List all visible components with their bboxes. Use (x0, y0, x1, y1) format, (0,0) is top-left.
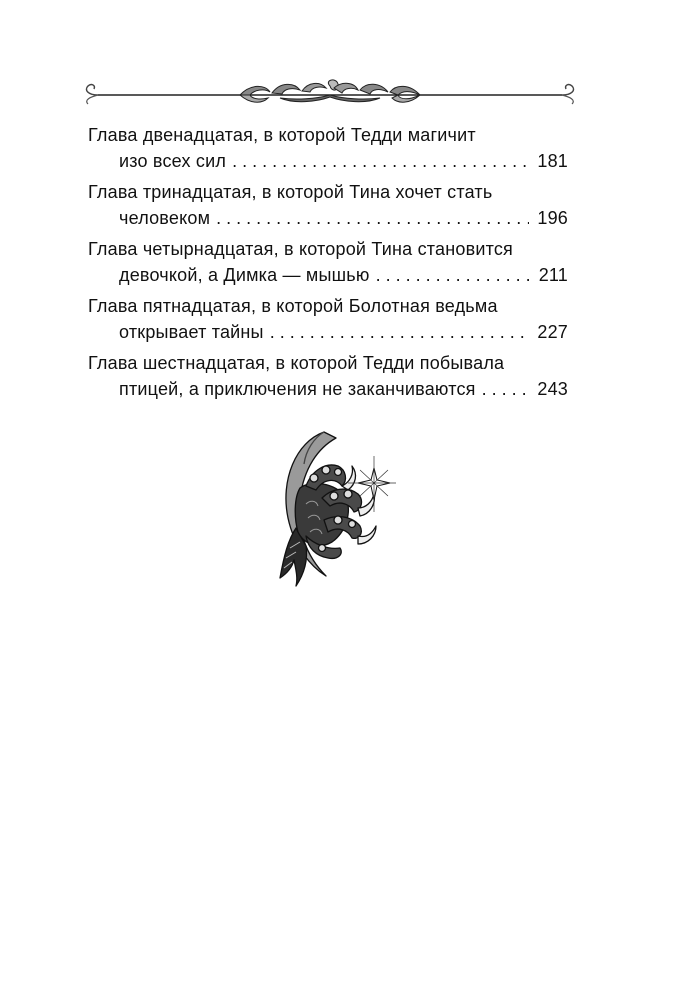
dot-leader (216, 205, 529, 231)
toc-entry-title-continued: открывает тайны (119, 322, 264, 342)
dot-leader (376, 262, 531, 288)
toc-entry-title: Глава пятнадцатая, в которой Болотная ведьма (88, 296, 498, 316)
claw-holding-moon-icon (266, 428, 396, 588)
dot-leader (232, 148, 529, 174)
page-number: 211 (538, 265, 568, 285)
toc-entry-title-continued: человеком (119, 208, 211, 228)
page-number: 181 (537, 151, 568, 171)
toc-entry-title: Глава четырнадцатая, в которой Тина становится (88, 239, 513, 259)
toc-entry-title: Глава тринадцатая, в которой Тина хочет стать (88, 182, 493, 202)
toc-entry-title: Глава двенадцатая, в которой Тедди магичит (88, 125, 476, 145)
toc-entry-title-continued: птицей, а приключения не заканчиваются (119, 379, 476, 399)
dot-leader (270, 319, 530, 345)
page-number: 196 (537, 208, 568, 228)
page-number: 227 (537, 322, 568, 342)
header-ornament-icon (80, 78, 580, 108)
toc-entry[interactable] (88, 350, 568, 402)
toc-entry-title: Глава шестнадцатая, в которой Тедди побывала (88, 353, 505, 373)
toc-entry-title-continued: девочкой, а Димка — мышью (119, 265, 370, 285)
page-number: 243 (537, 379, 568, 399)
toc-entry[interactable] (88, 236, 568, 288)
toc-entry-title-continued: изо всех сил (119, 151, 227, 171)
toc-entry[interactable] (88, 179, 568, 231)
toc-entry[interactable] (88, 122, 568, 174)
table-of-contents (88, 122, 568, 407)
toc-entry[interactable] (88, 293, 568, 345)
dot-leader (482, 376, 530, 402)
